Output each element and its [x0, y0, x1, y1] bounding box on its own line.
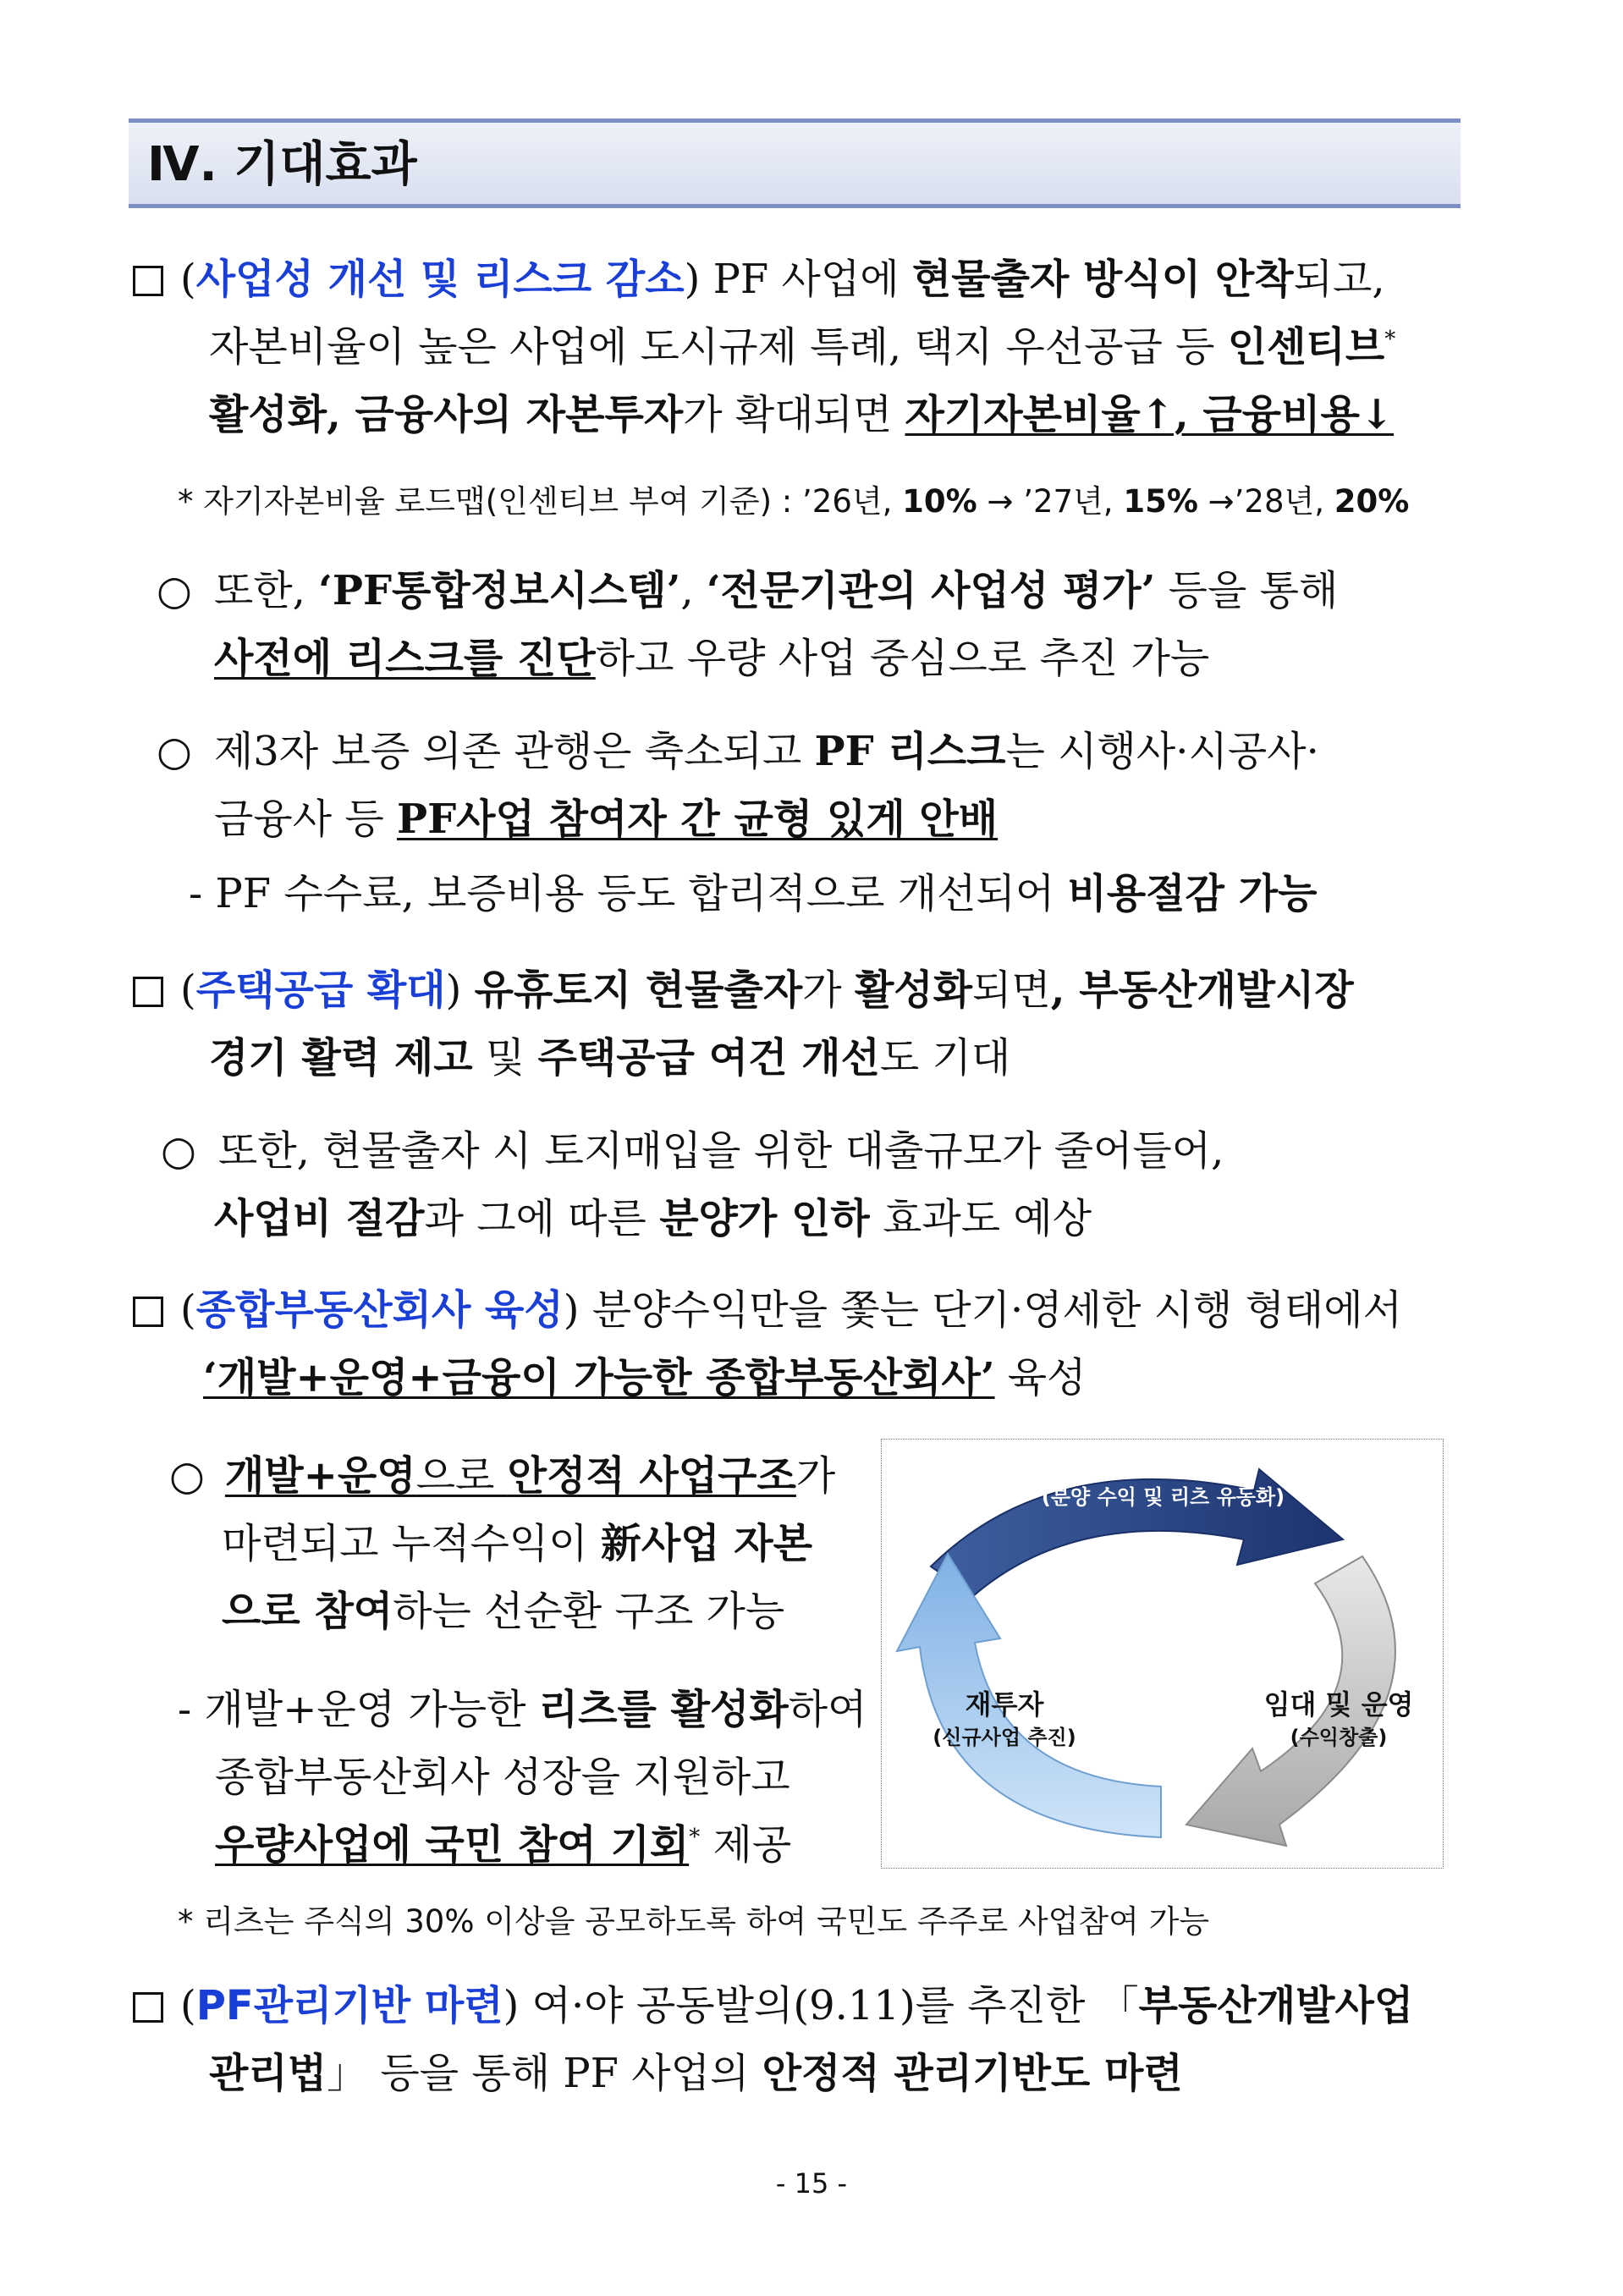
footnote-reits: * 리츠는 주식의 30% 이상을 공모하도록 하여 국민도 주주로 사업참여 가능 — [178, 1903, 1210, 1940]
page-number: - 15 - — [775, 2167, 848, 2200]
bullet-1-label: 사업성 개선 및 리스크 감소 — [195, 256, 685, 303]
checkbox-square-icon — [133, 1992, 163, 2023]
circle-item-4-line-1: ○ 개발+운영으로 안정적 사업구조가 — [169, 1452, 836, 1500]
checkbox-square-icon — [133, 266, 163, 296]
bullet-3-line-2: ‘개발+운영+금융이 가능한 종합부동산회사’ 육성 — [203, 1354, 1087, 1401]
bullet-4-label: PF관리기반 마련 — [195, 1982, 503, 2029]
dash-item-2-line-1: - 개발+운영 가능한 리츠를 활성화하여 — [178, 1686, 867, 1733]
circle-item-2-line-1: ○ 제3자 보증 의존 관행은 축소되고 PF 리스크는 시행사·시공사· — [157, 728, 1319, 775]
bullet-2-label: 주택공급 확대 — [195, 966, 446, 1014]
checkbox-square-icon — [133, 977, 163, 1007]
footnote-roadmap: * 자기자본비율 로드맵(인센티브 부여 기준) : ’26년, 10% → ’27년, 15% →’28년, 20% — [178, 483, 1410, 520]
diagram-left-sub: (신규사업 추진) — [933, 1726, 1076, 1749]
circle-item-1-line-1: ○ 또한, ‘PF통합정보시스템’, ‘전문기관의 사업성 평가’ 등을 통해 — [157, 567, 1339, 614]
bullet-1-line-1: (사업성 개선 및 리스크 감소) PF 사업에 현물출자 방식이 안착되고, — [133, 254, 1385, 305]
circle-bullet-icon: ○ — [157, 567, 192, 614]
circle-item-4-line-2: 마련되고 누적수익이 新사업 자본 — [222, 1520, 813, 1567]
cycle-diagram — [881, 1439, 1444, 1869]
circle-bullet-icon: ○ — [161, 1127, 196, 1175]
diagram-top-sub: (분양 수익 및 리츠 유동화) — [1041, 1485, 1285, 1509]
circle-bullet-icon: ○ — [157, 728, 192, 775]
diagram-left-title: 재투자 — [965, 1688, 1044, 1721]
section-header — [129, 118, 1461, 208]
diagram-right-title: 임대 및 운영 — [1263, 1688, 1414, 1721]
circle-item-4-line-3: 으로 참여하는 선순환 구조 가능 — [222, 1588, 785, 1635]
bullet-2-line-2: 경기 활력 제고 및 주택공급 여건 개선도 기대 — [209, 1034, 1011, 1082]
bullet-3-label: 종합부동산회사 육성 — [195, 1286, 564, 1334]
bullet-2-line-1: (주택공급 확대) 유휴토지 현물출자가 활성화되면, 부동산개발시장 — [133, 965, 1354, 1016]
circle-item-3-line-2: 사업비 절감과 그에 따른 분양가 인하 효과도 예상 — [214, 1195, 1092, 1242]
bullet-1-line-3: 활성화, 금융사의 자본투자가 확대되면 자기자본비율↑, 금융비용↓ — [209, 391, 1395, 438]
diagram-right-sub: (수익창출) — [1290, 1726, 1388, 1749]
bullet-1-line-2: 자본비율이 높은 사업에 도시규제 특례, 택지 우선공급 등 인센티브* — [209, 323, 1396, 371]
dash-item-2-line-3: 우량사업에 국민 참여 기회* 제공 — [215, 1821, 792, 1869]
checkbox-square-icon — [133, 1297, 163, 1327]
bullet-4-line-1: (PF관리기반 마련) 여·야 공동발의(9.11)를 추진한 「부동산개발사업 — [133, 1980, 1413, 2031]
dash-item-2-line-2: 종합부동산회사 성장을 지원하고 — [215, 1754, 790, 1801]
circle-bullet-icon: ○ — [169, 1452, 205, 1500]
diagram-top-title: 개발 — [1135, 1448, 1191, 1482]
circle-item-3-line-1: ○ 또한, 현물출자 시 토지매입을 위한 대출규모가 줄어들어, — [161, 1127, 1224, 1175]
section-title: Ⅳ. 기대효과 — [147, 137, 417, 192]
bullet-3-line-1: (종합부동산회사 육성) 분양수익만을 쫓는 단기·영세한 시행 형태에서 — [133, 1285, 1402, 1335]
circle-item-1-line-2: 사전에 리스크를 진단하고 우량 사업 중심으로 추진 가능 — [214, 635, 1210, 682]
dash-item-1: - PF 수수료, 보증비용 등도 합리적으로 개선되어 비용절감 가능 — [189, 870, 1318, 917]
bullet-4-line-2: 관리법」 등을 통해 PF 사업의 안정적 관리기반도 마련 — [209, 2050, 1183, 2097]
circle-item-2-line-2: 금융사 등 PF사업 참여자 간 균형 있게 안배 — [214, 796, 999, 843]
